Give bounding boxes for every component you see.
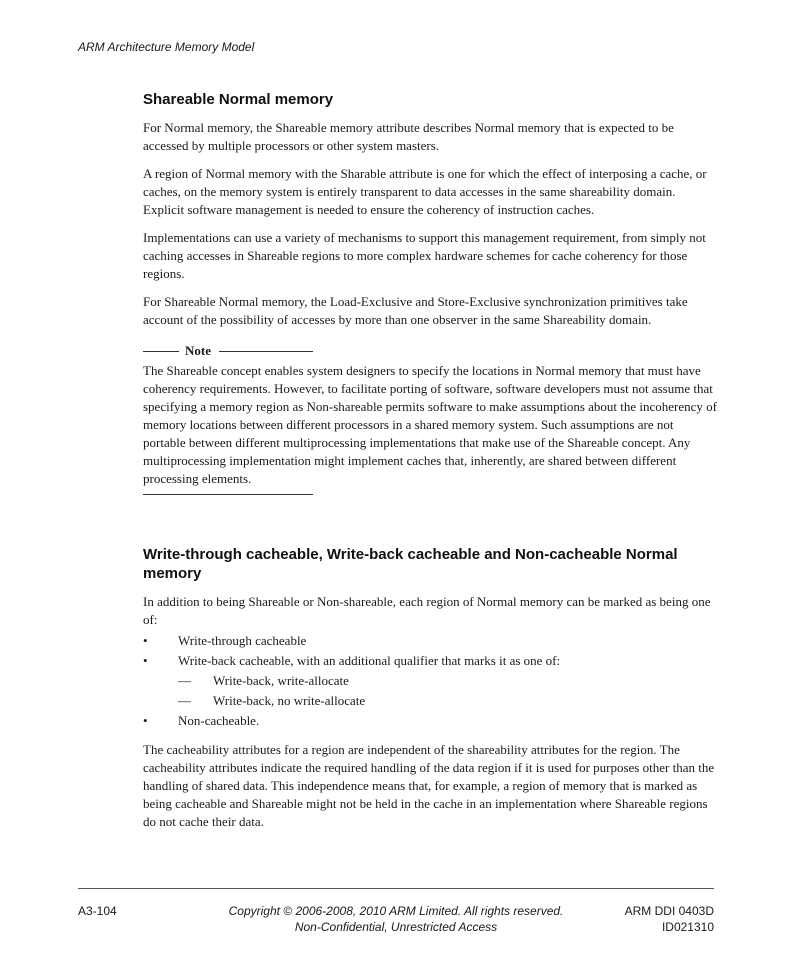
document-id-secondary: ID021310 (661, 920, 714, 934)
access-notice: Non-Confidential, Unrestricted Access (294, 920, 498, 934)
list-item-text: Non-cacheable. (178, 713, 260, 728)
note-end-rule (143, 494, 313, 495)
bullet-icon: • (143, 653, 148, 668)
list-item-text: Write-through cacheable (178, 633, 307, 648)
document-id: ARM DDI 0403D (624, 904, 714, 918)
section-heading-shareable-normal-memory: Shareable Normal memory (143, 91, 334, 108)
paragraph: For Normal memory, the Shareable memory attribute describes Normal memory that is expected to be accessed by multiple processors or other system masters. (143, 120, 674, 153)
paragraph: In addition to being Shareable or Non-shareable, each region of Normal memory can be marked as being one of: (143, 594, 711, 627)
footer-rule (78, 888, 714, 889)
section-heading-cacheable-normal-memory: Write-through cacheable, Write-back cacheable and Non-cacheable Normal memory (143, 546, 678, 582)
sublist-item (178, 691, 718, 711)
cacheability-list (143, 631, 718, 731)
paragraph: Implementations can use a variety of mechanisms to support this management requirement, from simply not caching accesses in Shareable regions to more complex hardware schemes for cache coherency for those regions. (143, 230, 706, 281)
note-label: Note (185, 343, 211, 358)
note-rule-left (143, 351, 179, 352)
sublist-item-text: Write-back, no write-allocate (213, 693, 366, 708)
footer-right (625, 903, 714, 935)
sublist-item-text: Write-back, write-allocate (213, 673, 349, 688)
dash-icon: — (178, 693, 191, 708)
paragraph: A region of Normal memory with the Sharable attribute is one for which the effect of interposing a cache, or caches, on the memory system is entirely transparent to data accesses in the same shareability domain. Explicit software management is needed to ensure the coherency of instruction caches. (143, 166, 707, 217)
page-content (143, 90, 718, 841)
sublist-item (178, 671, 718, 691)
list-item (143, 651, 718, 711)
paragraph: For Shareable Normal memory, the Load-Exclusive and Store-Exclusive synchronization primitives take account of the possibility of accesses by more than one observer in the same Shareability domain. (143, 294, 688, 327)
bullet-icon: • (143, 713, 148, 728)
dash-icon: — (178, 673, 191, 688)
paragraph: The cacheability attributes for a region are independent of the shareability attributes for the region. The cacheability attributes indicate the required handling of the data region if it is used for purposes other than the handling of shared data. This independence means that, for example, a region of memory that is marked as being cacheable and Shareable might not be held in the cache in an implementation where Shareable regions do not cache their data. (143, 742, 715, 829)
note-header (143, 343, 313, 359)
note-text: The Shareable concept enables system designers to specify the locations in Normal memory that must have coherency requirements. However, to facilitate porting of software, software developers must not assume that specifying a memory region as Non-shareable permits software to make assumptions about the incoherency of memory locations between different processors in a shared memory system. Such assumptions are not portable between different multiprocessing implementations that make use of the Shareable concept. Any multiprocessing implementation might implement caches that, inherently, are shared between different processing elements. (143, 363, 717, 486)
list-item-text: Write-back cacheable, with an additional qualifier that marks it as one of: (178, 653, 561, 668)
copyright-notice: Copyright © 2006-2008, 2010 ARM Limited. All rights reserved. (228, 904, 564, 918)
footer-center (218, 903, 574, 935)
list-item (143, 631, 718, 651)
page-number: A3-104 (78, 904, 117, 918)
running-head: ARM Architecture Memory Model (78, 40, 255, 54)
list-item (143, 711, 718, 731)
bullet-icon: • (143, 633, 148, 648)
write-back-sublist (178, 671, 718, 711)
note-rule-right (219, 351, 313, 352)
note-box (143, 343, 718, 495)
